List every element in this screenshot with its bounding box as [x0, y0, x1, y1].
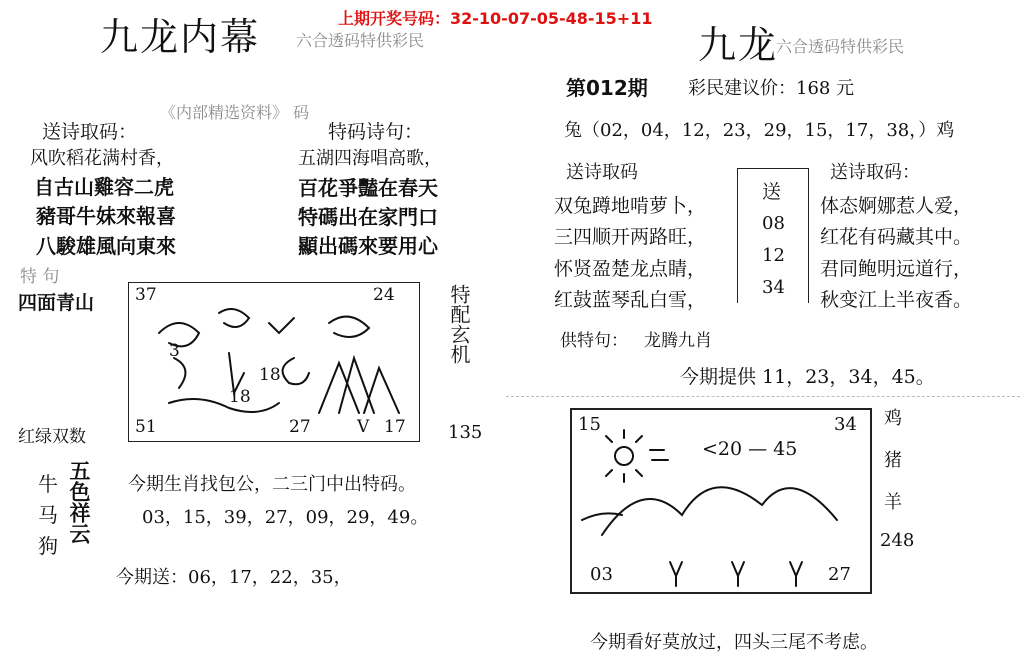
right-provide: 今期提供 11，23，34，45。 — [680, 366, 935, 388]
left-zodiac-3: 狗 — [38, 534, 58, 558]
right-side-animal-1: 鸡 — [884, 408, 902, 429]
right-mid-send: 送 — [762, 181, 782, 203]
left-send: 今期送：06，17，22，35， — [116, 567, 352, 588]
left-sketch-corner-br: 17 — [384, 417, 406, 437]
right-subtitle: 六合透码特供彩民 — [776, 37, 905, 56]
sketch-stroke — [269, 318, 294, 333]
right-poem-right-4: 秋变江上半夜香。 — [820, 289, 973, 311]
right-sketch-corner-br: 27 — [828, 564, 851, 585]
sketch-stroke — [169, 399, 279, 412]
left-zodiac-1: 牛 — [38, 472, 58, 496]
grass-mark — [732, 562, 744, 586]
left-side-vertical: 特配玄机 — [447, 284, 471, 364]
sketch-stroke — [283, 358, 309, 384]
left-numbers: 03，15，39，27，09，29，49。 — [142, 507, 429, 528]
sketch-stroke — [364, 368, 399, 413]
right-zodiac-line: 兔（02，04，12，23，29，15，17，38，）鸡 — [564, 120, 955, 141]
left-te-line-3: 特碼出在家門口 — [298, 205, 438, 229]
left-red-green: 红绿双数 — [18, 427, 86, 447]
right-side-animal-3: 羊 — [884, 492, 902, 513]
sketch-stroke — [650, 450, 668, 460]
left-side-number: 135 — [448, 422, 483, 443]
right-mid-num-1: 08 — [762, 213, 785, 234]
left-sketch-corner-tr: 24 — [373, 285, 395, 305]
dashed-divider — [506, 396, 1020, 397]
right-poem-right-1: 体态婀娜惹人爱， — [820, 195, 973, 217]
left-poem-line-4: 八駿雄風向東來 — [36, 234, 176, 258]
right-sketch-corner-bl: 03 — [590, 564, 613, 585]
right-poem-header-right: 送诗取码： — [830, 162, 920, 183]
left-subtitle: 六合透码特供彩民 — [296, 31, 425, 50]
right-footer: 今期看好莫放过，四头三尾不考虑。 — [590, 632, 878, 653]
right-poem-left-2: 三四顺开两路旺， — [554, 226, 707, 248]
left-sketch-mark: V — [357, 417, 370, 437]
right-poem-left-3: 怀贤盈楚龙点睛， — [554, 258, 707, 280]
sketch-stroke — [329, 317, 369, 337]
right-title: 九龙 — [698, 23, 779, 67]
right-sketch-corner-tr: 34 — [834, 414, 857, 435]
right-sketch-corner-tl: 15 — [578, 414, 601, 435]
left-poem-line-1: 风吹稻花满村香， — [30, 148, 174, 169]
left-title: 九龙内幕 — [100, 15, 261, 59]
right-mid-box — [737, 168, 809, 303]
right-side-animal-2: 猪 — [884, 450, 902, 471]
left-sketch-frame — [128, 282, 420, 442]
right-poem-header-left: 送诗取码 — [566, 162, 638, 183]
left-cloud-text: 五色祥云 — [67, 460, 92, 544]
grass-mark — [790, 562, 802, 586]
left-zodiac-2: 马 — [38, 503, 58, 527]
sun-rays — [606, 430, 642, 482]
left-hint: 今期生肖找包公，二三门中出特码。 — [128, 474, 416, 495]
left-sketch-mark: 18 — [259, 365, 281, 385]
right-mid-num-2: 12 — [762, 245, 785, 266]
sun-shape — [615, 447, 633, 465]
grass-mark — [670, 562, 682, 586]
last-draw-banner: 上期开奖号码：32-10-07-05-48-15+11 — [338, 9, 653, 28]
left-te-line-2: 百花爭豔在春天 — [298, 176, 438, 200]
right-poem-left-1: 双兔蹲地啃萝卜， — [554, 195, 707, 217]
right-poem-right-3: 君同鲍明远道行， — [820, 258, 973, 280]
left-sketch-corner-bl: 51 — [135, 417, 157, 437]
right-te-ju-text: 龙腾九肖 — [644, 331, 712, 351]
left-te-line-4: 顯出碼來要用心 — [298, 234, 438, 258]
right-sketch-text: <20 — 45 — [702, 438, 798, 460]
right-sketch-frame — [570, 408, 872, 594]
left-te-ju-label: 特 句 — [20, 267, 60, 287]
right-issue: 第012期 — [566, 76, 648, 100]
right-side-number: 248 — [880, 530, 915, 551]
left-poem-header: 送诗取码： — [42, 121, 138, 143]
sketch-stroke — [319, 363, 359, 413]
right-te-ju-label: 供特句： — [560, 331, 628, 351]
sketch-stroke — [219, 309, 249, 327]
left-quote-line: 《内部精选资料》 码 — [160, 103, 310, 122]
left-sketch-drawing — [129, 283, 419, 441]
right-price: 彩民建议价：168 元 — [688, 78, 855, 99]
right-poem-right-2: 红花有码藏其中。 — [820, 226, 973, 248]
left-te-line-1: 五湖四海唱高歌， — [298, 148, 442, 169]
mountain-outline — [602, 487, 837, 535]
left-te-header: 特码诗句： — [328, 121, 424, 143]
sketch-stroke — [174, 358, 185, 388]
right-mid-num-3: 34 — [762, 277, 785, 298]
left-poem-line-2: 自古山雞容二虎 — [34, 175, 174, 199]
left-sketch-corner-tl: 37 — [135, 285, 157, 305]
left-sketch-mark: 3 — [169, 341, 180, 361]
left-sketch-mark: 27 — [289, 417, 311, 437]
left-sketch-mark: 18 — [229, 387, 251, 407]
right-poem-left-4: 红鼓蓝琴乱白雪， — [554, 289, 707, 311]
left-te-ju-text: 四面青山 — [18, 292, 95, 314]
left-poem-line-3: 豬哥牛妹來報喜 — [36, 204, 176, 228]
